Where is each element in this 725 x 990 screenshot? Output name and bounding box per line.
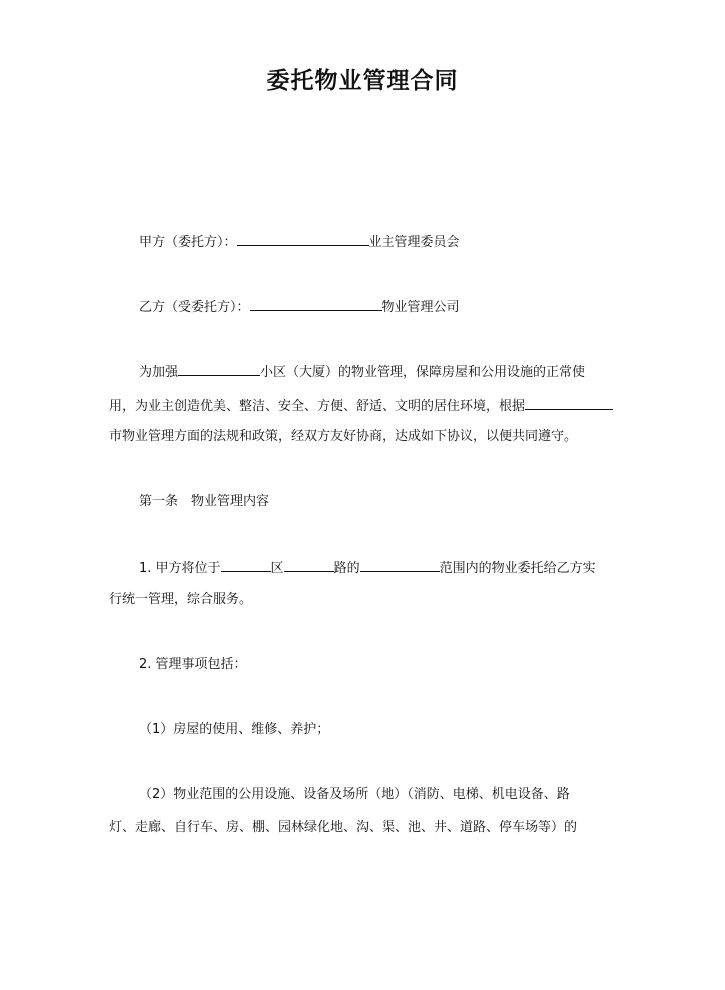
party-a-suffix: 业主管理委员会 — [368, 235, 460, 250]
party-b-line — [139, 297, 460, 317]
item-1-line-2: 行统一管理，综合服务。 — [109, 592, 253, 607]
range-blank[interactable] — [360, 558, 440, 572]
item-1-text-a: 1. 甲方将位于 — [139, 561, 221, 576]
sub-item-1-line: （1）房屋的使用、维修、养护； — [139, 722, 330, 737]
party-a-label: 甲方（委托方）： — [139, 235, 237, 250]
community-name-blank[interactable] — [178, 362, 260, 376]
document-title: 委托物业管理合同 — [266, 68, 459, 94]
item-1-text-d: 范围内的物业委托给乙方实 — [439, 561, 596, 576]
preamble-text-1b: 小区（大厦）的物业管理，保障房屋和公用设施的正常使 — [260, 365, 586, 380]
party-a-blank[interactable] — [237, 232, 369, 246]
item-1-text-b: 区 — [270, 561, 284, 576]
preamble-line-2 — [109, 396, 613, 416]
sub-item-2-line-2: 灯、走廊、自行车、房、棚、园林绿化地、沟、渠、池、井、道路、停车场等）的 — [109, 820, 578, 835]
city-name-blank[interactable] — [525, 396, 613, 410]
preamble-text-3: 市物业管理方面的法规和政策，经双方友好协商，达成如下协议，以便共同遵守。 — [109, 429, 578, 444]
item-2-line: 2. 管理事项包括： — [139, 657, 247, 672]
preamble-line-3 — [109, 428, 577, 446]
article-1-heading: 第一条 物业管理内容 — [139, 494, 270, 509]
party-a-line — [139, 232, 460, 252]
party-b-suffix: 物业管理公司 — [381, 300, 460, 315]
item-1-line-1 — [139, 558, 596, 578]
preamble-text-2: 用，为业主创造优美、整洁、安全、方便、舒适、文明的居住环境，根据 — [109, 399, 526, 414]
sub-item-2-line-1: （2）物业范围的公用设施、设备及场所（地）（消防、电梯、机电设备、路 — [139, 787, 570, 802]
road-blank[interactable] — [284, 558, 334, 572]
party-b-blank[interactable] — [250, 297, 382, 311]
preamble-line-1 — [139, 362, 585, 382]
district-blank[interactable] — [221, 558, 271, 572]
preamble-text-1a: 为加强 — [139, 365, 179, 380]
party-b-label: 乙方（受委托方）： — [139, 300, 250, 315]
item-1-text-c: 路的 — [333, 561, 360, 576]
